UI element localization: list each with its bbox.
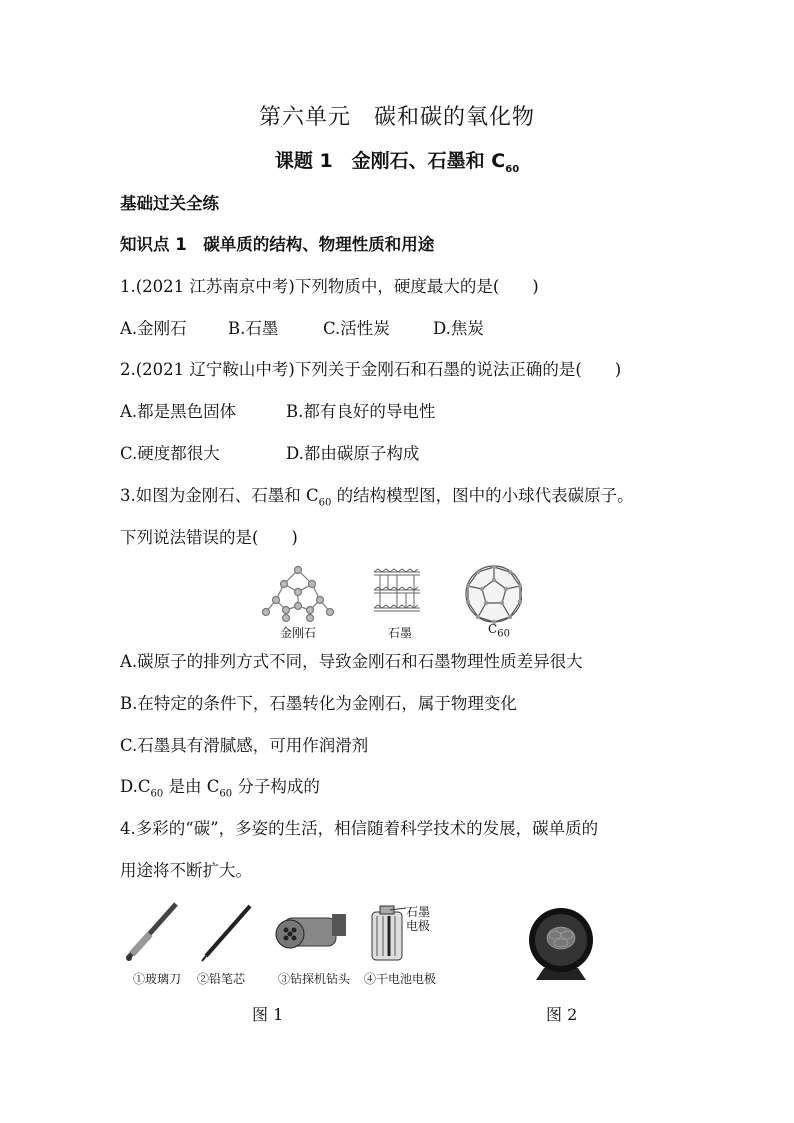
glass-cutter-icon bbox=[126, 904, 176, 961]
question-2-options-row2 bbox=[120, 440, 419, 464]
caption-diamond: 金刚石 bbox=[279, 626, 316, 640]
diamond-structure-image bbox=[263, 567, 334, 622]
q1-option-b[interactable]: B.石墨 bbox=[228, 319, 279, 338]
q1-option-a[interactable]: A.金刚石 bbox=[120, 319, 187, 338]
q2-option-c[interactable]: C.硬度都很大 bbox=[120, 444, 220, 463]
caption-battery-electrode: ④干电池电极 bbox=[363, 972, 436, 986]
q2-option-a[interactable]: A.都是黑色固体 bbox=[120, 402, 237, 421]
q1-option-c[interactable]: C.活性炭 bbox=[323, 319, 390, 338]
question-2-stem: 2.(2021 辽宁鞍山中考)下列关于金刚石和石墨的说法正确的是( ) bbox=[120, 360, 622, 379]
caption-glass-cutter: ①玻璃刀 bbox=[132, 972, 181, 986]
question-3-stem: 3.如图为金刚石、石墨和 $C_{60}$ 的结构模型图，图中的小球代表碳原子。 bbox=[120, 486, 634, 509]
drill-bit-icon bbox=[276, 914, 346, 948]
section-heading: 基础过关全练 bbox=[120, 194, 219, 213]
question-4-stem: 4.多彩的“碳”，多姿的生活，相信随着科学技术的发展，碳单质的 bbox=[120, 819, 599, 838]
q3-option-c[interactable]: C.石墨具有滑腻感，可用作润滑剂 bbox=[120, 736, 369, 755]
page-title: 第六单元 碳和碳的氧化物 bbox=[258, 105, 535, 130]
q3-option-d[interactable]: $D.C_{60}$ 是由 $C_{60}$ 分子构成的 bbox=[120, 777, 320, 800]
carbon-carving-image bbox=[526, 906, 596, 982]
graphite-structure-image bbox=[374, 569, 420, 611]
c60-structure-image bbox=[466, 565, 522, 624]
lesson-title: 课题 1 金刚石、石墨和 $C_{60}$ bbox=[274, 150, 520, 175]
question-3-stem-line2: 下列说法错误的是( ) bbox=[120, 528, 298, 547]
q2-option-b[interactable]: B.都有良好的导电性 bbox=[286, 402, 436, 421]
question-1-stem: 1.(2021 江苏南京中考)下列物质中，硬度最大的是( ) bbox=[120, 277, 539, 296]
battery-icon bbox=[372, 906, 406, 960]
figure-2-label: 图 2 bbox=[546, 1005, 578, 1024]
caption-pencil-lead: ②铅笔芯 bbox=[196, 972, 245, 986]
battery-label: 石墨 电极 bbox=[406, 905, 431, 933]
pencil-lead-icon bbox=[202, 906, 250, 961]
q3-option-a[interactable]: A.碳原子的排列方式不同，导致金刚石和石墨物理性质差异很大 bbox=[120, 652, 583, 671]
caption-graphite: 石墨 bbox=[387, 626, 412, 640]
uses-figure-1 bbox=[122, 898, 442, 966]
topic-heading: 知识点 1 碳单质的结构、物理性质和用途 bbox=[120, 235, 435, 254]
question-1-options bbox=[120, 315, 484, 339]
q1-option-d[interactable]: D.焦炭 bbox=[433, 319, 484, 338]
caption-drill-bit: ③钻探机钻头 bbox=[277, 972, 350, 986]
question-4-stem-line2: 用途将不断扩大。 bbox=[120, 861, 252, 880]
q3-option-b[interactable]: B.在特定的条件下，石墨转化为金刚石，属于物理变化 bbox=[120, 694, 517, 713]
q2-option-d[interactable]: D.都由碳原子构成 bbox=[286, 444, 420, 463]
question-2-options-row1 bbox=[120, 398, 435, 422]
figure-1-label: 图 1 bbox=[252, 1005, 284, 1024]
caption-c60: $C_{60}$ bbox=[488, 622, 510, 640]
